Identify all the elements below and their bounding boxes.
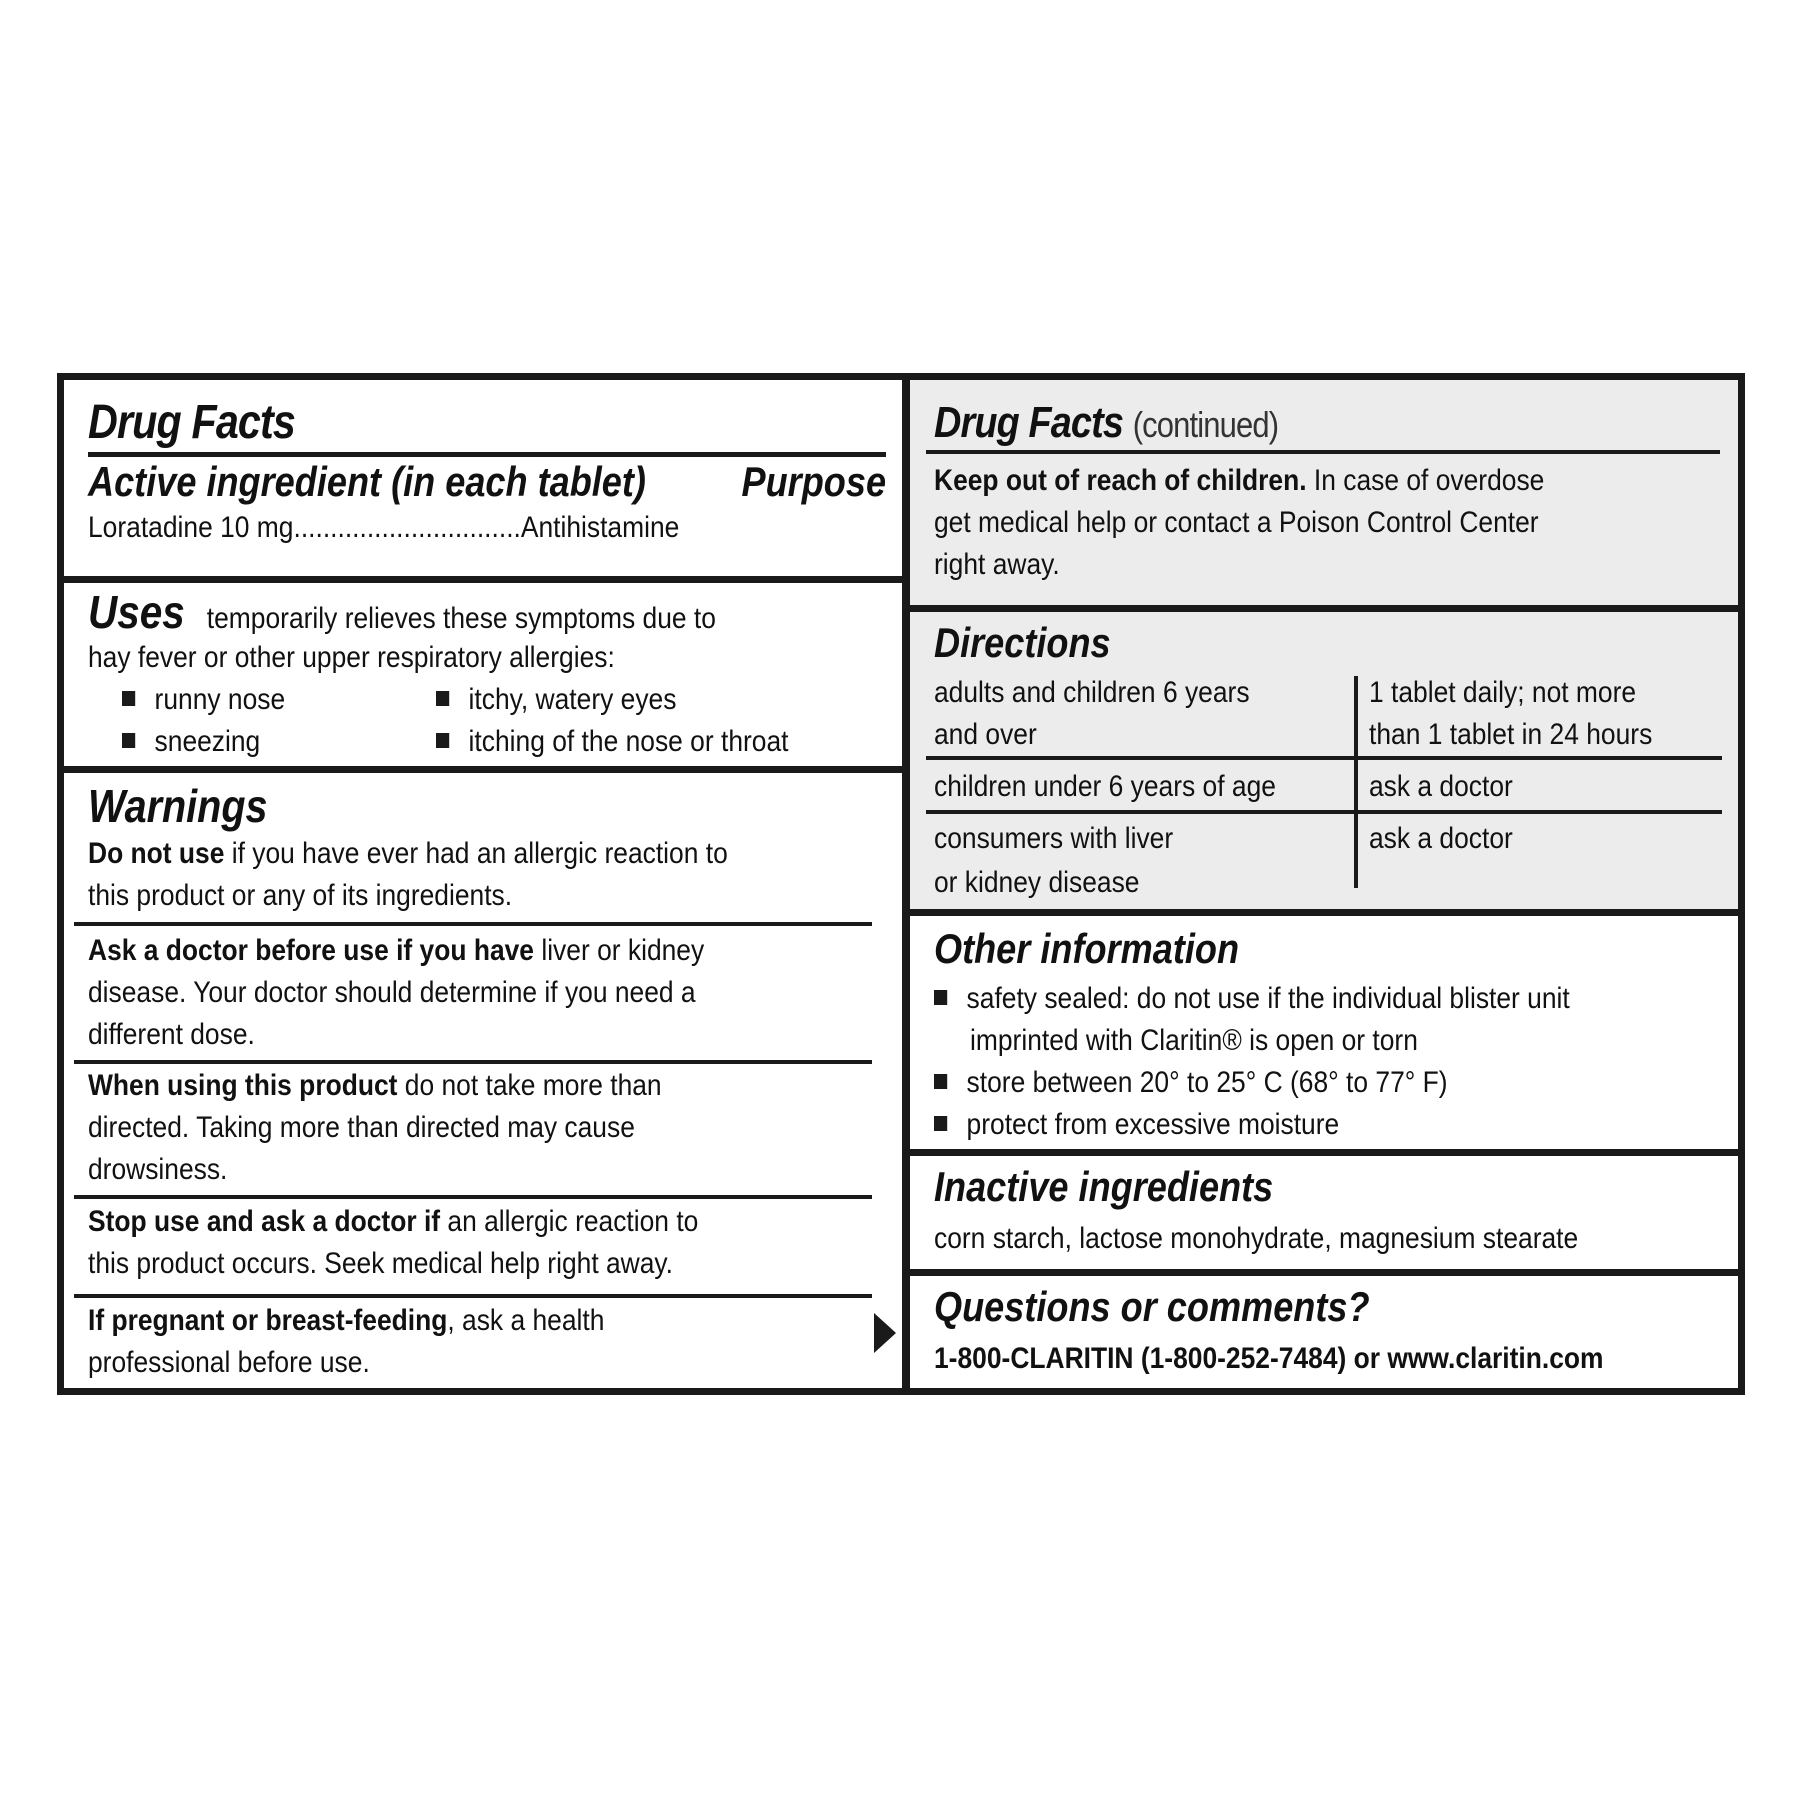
questions-contact: 1-800-CLARITIN (1-800-252-7484) or www.claritin.com: [934, 1342, 1604, 1375]
keep-out-line-2: get medical help or contact a Poison Control Center: [934, 506, 1539, 539]
questions-panel: [910, 1269, 1738, 1388]
when-using-line-1: When using this product do not take more than: [88, 1069, 662, 1102]
pregnant-line-2: professional before use.: [88, 1346, 370, 1379]
bullet-icon: [436, 733, 449, 748]
bullet-icon: [934, 990, 947, 1005]
other-information-panel: [910, 909, 1738, 1149]
drug-facts-continued-title: Drug Facts (continued): [934, 398, 1279, 447]
directions-table: [926, 672, 1722, 902]
bullet-icon: [934, 1074, 947, 1089]
dir-row1-what-2: than 1 tablet in 24 hours: [1369, 718, 1653, 751]
stop-use-line-1: Stop use and ask a doctor if an allergic reaction to: [88, 1205, 699, 1238]
when-using-line-3: drowsiness.: [88, 1153, 228, 1186]
uses-panel: [64, 576, 902, 766]
uses-heading: Uses: [88, 586, 185, 638]
use-item-3: sneezing: [122, 721, 260, 763]
use-item-1: runny nose: [122, 679, 285, 721]
left-column: [64, 380, 910, 1388]
ask-doctor-line-1: Ask a doctor before use if you have liver or kidney: [88, 934, 705, 967]
stop-use-line-2: this product occurs. Seek medical help right away.: [88, 1247, 673, 1280]
when-using-line-2: directed. Taking more than directed may cause: [88, 1111, 635, 1144]
dir-row-rule-1: [926, 756, 1722, 760]
dir-column-rule: [1354, 676, 1358, 888]
dir-row3-who-1: consumers with liver: [934, 822, 1174, 855]
dir-row2-who: children under 6 years of age: [934, 770, 1276, 803]
questions-heading: Questions or comments?: [934, 1283, 1370, 1330]
warnings-heading: Warnings: [88, 780, 268, 832]
active-ingredient-panel: [64, 394, 902, 544]
warning-rule-4: [74, 1294, 872, 1298]
use-item-2: itchy, watery eyes: [436, 679, 676, 721]
other-item-2: store between 20° to 25° C (68° to 77° F): [934, 1062, 1448, 1104]
bullet-icon: [122, 733, 135, 748]
bullet-icon: [934, 1116, 947, 1131]
other-item-1-line-2: imprinted with Claritin® is open or torn: [970, 1024, 1418, 1057]
continued-title-rule: [926, 450, 1720, 454]
dir-row1-who-1: adults and children 6 years: [934, 676, 1250, 709]
other-item-1-line-1: safety sealed: do not use if the individual blister unit: [934, 978, 1570, 1020]
other-information-heading: Other information: [934, 925, 1240, 972]
ingredient-purpose: Antihistamine: [520, 511, 680, 544]
active-ingredient-heading: Active ingredient (in each tablet): [88, 458, 646, 505]
uses-intro-1: temporarily relieves these symptoms due to: [206, 602, 716, 635]
drug-facts-title: Drug Facts: [88, 396, 296, 449]
dir-row3-who-2: or kidney disease: [934, 866, 1140, 899]
warning-rule-3: [74, 1195, 872, 1199]
purpose-heading: Purpose: [741, 458, 886, 505]
dir-row3-what: ask a doctor: [1369, 822, 1513, 855]
uses-intro-2: hay fever or other upper respiratory allergies:: [88, 641, 615, 674]
directions-heading: Directions: [934, 619, 1111, 666]
bullet-icon: [122, 691, 135, 706]
directions-panel: [910, 605, 1738, 909]
dir-row2-what: ask a doctor: [1369, 770, 1513, 803]
uses-line-1: [88, 587, 716, 640]
warnings-panel: [64, 766, 902, 1388]
keep-out-line-3: right away.: [934, 548, 1060, 581]
ask-doctor-line-3: different dose.: [88, 1018, 255, 1051]
do-not-use-line-1: Do not use if you have ever had an allergic reaction to: [88, 837, 728, 870]
other-item-3: protect from excessive moisture: [934, 1104, 1339, 1146]
keep-out-panel: [910, 380, 1738, 605]
dir-row1-what-1: 1 tablet daily; not more: [1369, 676, 1637, 709]
use-item-4: itching of the nose or throat: [436, 721, 788, 763]
continue-arrow-icon: [874, 1313, 896, 1353]
ingredient-name: Loratadine 10 mg: [88, 511, 294, 544]
bullet-icon: [436, 691, 449, 706]
inactive-ingredients-text: corn starch, lactose monohydrate, magnesium stearate: [934, 1222, 1579, 1255]
warning-rule-1: [74, 922, 872, 926]
warning-rule-2: [74, 1060, 872, 1064]
dir-row1-who-2: and over: [934, 718, 1037, 751]
dir-row-rule-2: [926, 810, 1722, 814]
leader-dots: ...............................: [293, 511, 521, 544]
keep-out-line-1: Keep out of reach of children. In case of overdose: [934, 464, 1545, 497]
inactive-ingredients-panel: [910, 1149, 1738, 1269]
do-not-use-line-2: this product or any of its ingredients.: [88, 879, 513, 912]
ask-doctor-line-2: disease. Your doctor should determine if you need a: [88, 976, 696, 1009]
drug-facts-label: [57, 373, 1745, 1395]
active-ingredient-line: [88, 507, 679, 549]
inactive-ingredients-heading: Inactive ingredients: [934, 1163, 1274, 1210]
right-column: [910, 380, 1738, 1388]
pregnant-line-1: If pregnant or breast-feeding, ask a health: [88, 1304, 605, 1337]
